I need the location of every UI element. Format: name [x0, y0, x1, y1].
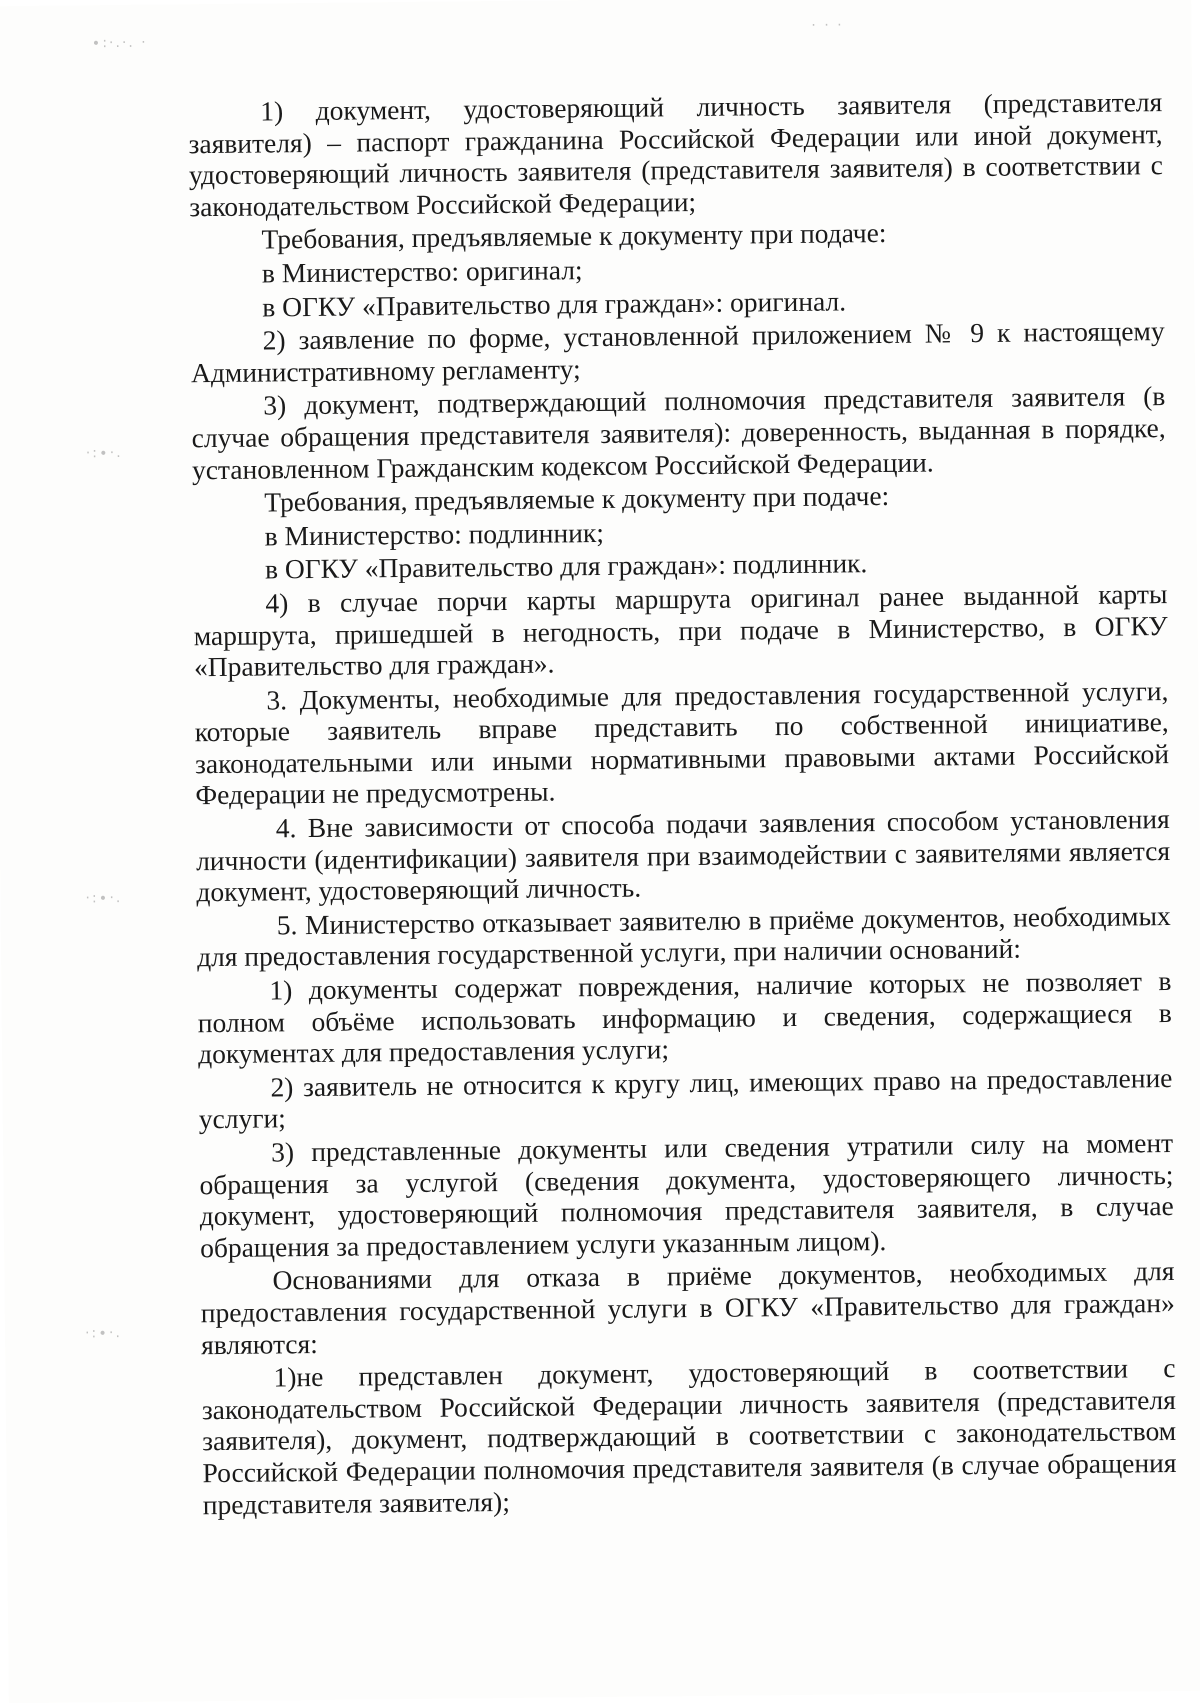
scan-speck: · · ·: [811, 17, 844, 34]
paragraph: 2) заявитель не относится к кругу лиц, имеющих право на предоставление услуги;: [198, 1061, 1173, 1135]
paragraph: 4. Вне зависимости от способа подачи заявления способом установления личности (идентификации) заявителя при взаимодействии с заявителями является документ, удостоверяющий личность.: [195, 803, 1171, 908]
paragraph: 3) представленные документы или сведения утратили силу на момент обращения за услугой (сведения документа, удостоверяющего личность; документ, удостоверяющий полномочия представителя заявителя, в случае обращения за предоставлением услуги указанным лицом).: [199, 1127, 1174, 1263]
paragraph: 2) заявление по форме, установленной приложением № 9 к настоящему Административному регламенту;: [190, 315, 1165, 389]
paragraph: 1) документы содержат повреждения, наличие которых не позволяет в полном объёме использовать информацию и сведения, содержащиеся в документах для предоставления услуги;: [197, 965, 1172, 1070]
paragraph: 3) документ, подтверждающий полномочия представителя заявителя (в случае обращения представителя заявителя): доверенность, выданная в порядке, установленном Гражданским кодексом Российской Федерации.: [191, 380, 1166, 485]
paragraph: Основаниями для отказа в приёме документов, необходимых для предоставления государственной услуги в ОГКУ «Правительство для граждан» являются:: [200, 1255, 1175, 1360]
paragraph: 1) документ, удостоверяющий личность заявителя (представителя заявителя) – паспорт гражданина Российской Федерации или иной документ, удостоверяющий личность заявителя (представителя заявителя) в соответствии с законодательством Российской Федерации;: [188, 86, 1164, 223]
paragraph: 5. Министерство отказывает заявителю в приёме документов, необходимых для предоставления государственной услуги, при наличии оснований:: [196, 899, 1171, 973]
paragraph: в Министерство: оригинал;: [261, 254, 583, 289]
paragraph: Требования, предъявляемые к документу при подаче:: [264, 480, 890, 518]
scan-speck: ·:∙·.: [85, 890, 123, 907]
paragraph: в ОГКУ «Правительство для граждан»: подлинник.: [264, 547, 868, 585]
document-body: [188, 86, 1177, 1522]
paragraph: 3. Документы, необходимые для предоставления государственной услуги, которые заявитель вправе представить по собственной инициативе, законодательными или иными нормативными правовыми актами Российской Федерации не предусмотрены.: [194, 674, 1170, 811]
paragraph: 1)не представлен документ, удостоверяющий в соответствии с законодательством Российской Федерации личность заявителя (представителя заявителя), документ, подтверждающий в соответствии с законодательством Российской Федерации полномочия представителя заявителя (в случае обращения представителя заявителя);: [201, 1352, 1177, 1520]
paragraph: в Министерство: подлинник;: [264, 516, 605, 552]
scan-speck: ∙:·.·. ·: [91, 34, 148, 52]
paragraph: Требования, предъявляемые к документу при подаче:: [261, 217, 887, 255]
paragraph: в ОГКУ «Правительство для граждан»: оригинал.: [262, 284, 847, 323]
scan-speck: ·:∙·.: [85, 444, 123, 462]
paragraph: 4) в случае порчи карты маршрута оригинал ранее выданной карты маршрута, пришедшей в негодность, при подаче в Министерство, в ОГКУ «Правительство для граждан».: [193, 577, 1168, 683]
scan-speck: ·:∙·.: [84, 1325, 122, 1342]
